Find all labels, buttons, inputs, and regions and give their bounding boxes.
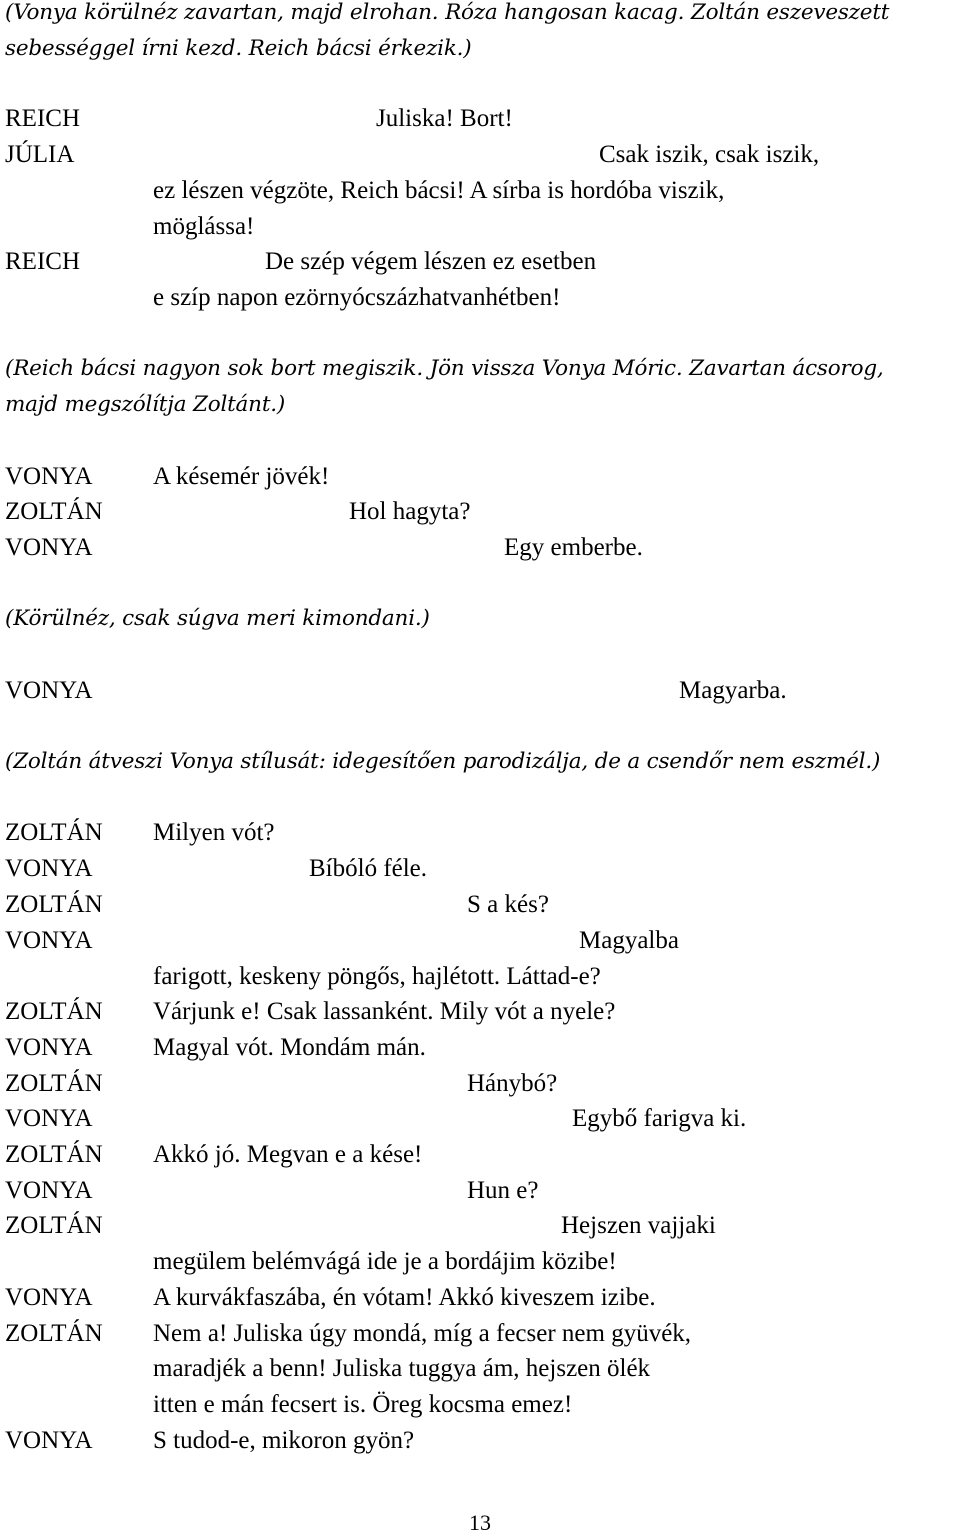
speaker-name: VONYA	[5, 1034, 93, 1061]
speaker-name: ZOLTÁN	[5, 998, 103, 1025]
dialogue-line: megülem belémvágá ide je a bordájim közibe!	[153, 1248, 617, 1275]
dialogue-line: Hun e?	[467, 1177, 539, 1204]
dialogue-line: De szép végem lészen ez esetben	[265, 248, 597, 275]
speaker-name: VONYA	[5, 1105, 93, 1132]
speaker-name: VONYA	[5, 855, 93, 882]
dialogue-line: Csak iszik, csak iszik,	[599, 141, 820, 168]
dialogue-line: Bíbóló féle.	[309, 855, 428, 882]
dialogue-line: e szíp napon ezörnyócszázhatvanhétben!	[153, 284, 561, 311]
speaker-name: ZOLTÁN	[5, 1212, 103, 1239]
stage-direction: (Reich bácsi nagyon sok bort megiszik. Jön vissza Vonya Móric. Zavartan ácsorog,	[5, 356, 884, 381]
dialogue-line: ez lészen végzöte, Reich bácsi! A sírba is hordóba viszik,	[153, 177, 725, 204]
speaker-name: VONYA	[5, 927, 93, 954]
dialogue-line: Hánybó?	[467, 1070, 558, 1097]
stage-direction: sebességgel írni kezd. Reich bácsi érkezik.)	[5, 36, 472, 61]
speaker-name: VONYA	[5, 534, 93, 561]
dialogue-line: möglássa!	[153, 213, 255, 240]
speaker-name: ZOLTÁN	[5, 819, 103, 846]
speaker-name: JÚLIA	[5, 141, 75, 168]
dialogue-line: Magyalba	[579, 927, 679, 954]
dialogue-line: Hol hagyta?	[349, 498, 471, 525]
speaker-name: ZOLTÁN	[5, 1141, 103, 1168]
dialogue-line: S a kés?	[467, 891, 549, 918]
dialogue-line: Magyal vót. Mondám mán.	[153, 1034, 426, 1061]
speaker-name: ZOLTÁN	[5, 1070, 103, 1097]
page-number: 13	[469, 1510, 491, 1535]
speaker-name: ZOLTÁN	[5, 1320, 103, 1347]
dialogue-line: S tudod-e, mikoron gyön?	[153, 1427, 415, 1454]
speaker-name: VONYA	[5, 1427, 93, 1454]
dialogue-line: A kurvákfaszába, én vótam! Akkó kiveszem izibe.	[153, 1284, 656, 1311]
dialogue-line: Nem a! Juliska úgy mondá, míg a fecser nem gyüvék,	[153, 1320, 692, 1347]
speaker-name: VONYA	[5, 1284, 93, 1311]
stage-direction: (Vonya körülnéz zavartan, majd elrohan. Róza hangosan kacag. Zoltán eszeveszett	[5, 0, 890, 25]
dialogue-line: Juliska! Bort!	[376, 105, 513, 132]
stage-direction: (Körülnéz, csak súgva meri kimondani.)	[5, 606, 430, 631]
dialogue-line: Magyarba.	[679, 677, 787, 704]
dialogue-line: farigott, keskeny pöngős, hajlétott. Láttad-e?	[153, 963, 601, 990]
dialogue-line: Egy emberbe.	[504, 534, 643, 561]
speaker-name: ZOLTÁN	[5, 891, 103, 918]
dialogue-line: Akkó jó. Megvan e a kése!	[153, 1141, 423, 1168]
dialogue-line: Milyen vót?	[153, 819, 275, 846]
speaker-name: REICH	[5, 105, 80, 132]
dialogue-line: A késemér jövék!	[153, 463, 330, 490]
dialogue-line: itten e mán fecsert is. Öreg kocsma emez!	[153, 1391, 573, 1418]
speaker-name: VONYA	[5, 463, 93, 490]
speaker-name: VONYA	[5, 677, 93, 704]
speaker-name: REICH	[5, 248, 80, 275]
stage-direction: majd megszólítja Zoltánt.)	[5, 392, 286, 417]
stage-direction: (Zoltán átveszi Vonya stílusát: idegesítően parodizálja, de a csendőr nem eszmél.)	[5, 749, 881, 774]
dialogue-line: Várjunk e! Csak lassanként. Mily vót a nyele?	[153, 998, 616, 1025]
dialogue-line: Hejszen vajjaki	[561, 1212, 716, 1239]
speaker-name: ZOLTÁN	[5, 498, 103, 525]
speaker-name: VONYA	[5, 1177, 93, 1204]
dialogue-line: maradjék a benn! Juliska tuggya ám, hejszen ölék	[153, 1355, 651, 1382]
dialogue-line: Egybő farigva ki.	[572, 1105, 747, 1132]
